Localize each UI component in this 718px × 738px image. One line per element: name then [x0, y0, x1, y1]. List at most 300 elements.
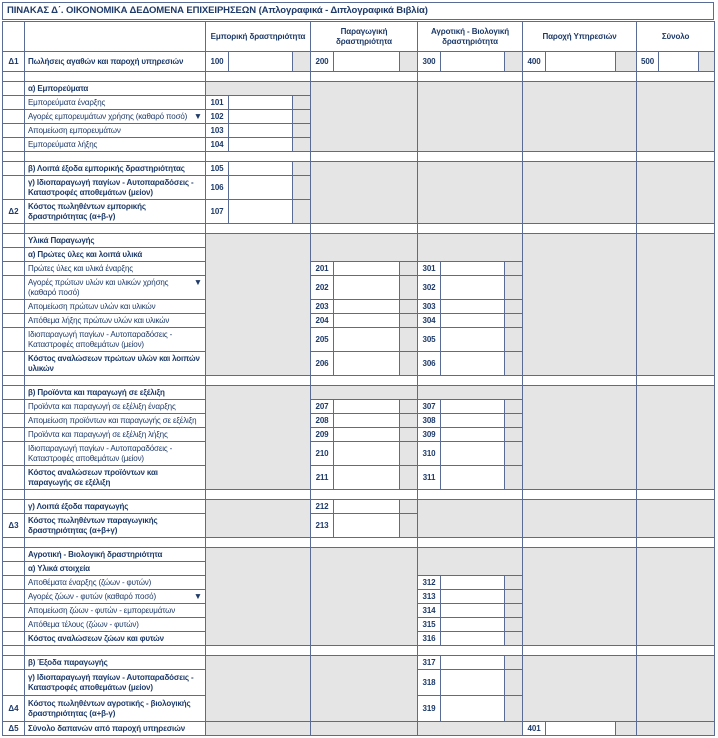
row-label: Απόθεμα τέλους (ζώων - φυτών) — [25, 618, 206, 632]
amount-tail-315 — [505, 618, 523, 632]
spacer-cell — [206, 646, 311, 656]
amount-input-102[interactable] — [229, 110, 293, 124]
row-label: Υλικά Παραγωγής — [25, 234, 206, 248]
disabled-cell — [206, 82, 311, 96]
code-box-101: 101 — [206, 96, 229, 110]
amount-tail-106 — [293, 176, 311, 200]
row-id — [3, 590, 25, 604]
disabled-cell — [311, 386, 418, 400]
code-box-319: 319 — [418, 696, 441, 722]
code-box-207: 207 — [311, 400, 334, 414]
amount-tail-303 — [505, 300, 523, 314]
code-box-500: 500 — [637, 52, 659, 72]
code-box-310: 310 — [418, 442, 441, 466]
amount-input-307[interactable] — [441, 400, 505, 414]
row-id — [3, 234, 25, 248]
row-label: Ιδιοπαραγωγή παγίων - Αυτοπαραδόσεις - Καταστροφές αποθεμάτων (μείον) — [25, 442, 206, 466]
spacer-cell — [311, 538, 418, 548]
spacer-cell — [637, 152, 715, 162]
amount-input-200[interactable] — [334, 52, 400, 72]
row-label: Προϊόντα και παραγωγή σε εξέλιξη λήξης — [25, 428, 206, 442]
amount-input-208[interactable] — [334, 414, 400, 428]
form-row — [3, 722, 715, 736]
row-id — [3, 328, 25, 352]
amount-input-401[interactable] — [546, 722, 616, 736]
spacer-cell — [418, 224, 523, 234]
row-id — [3, 400, 25, 414]
amount-input-312[interactable] — [441, 576, 505, 590]
disabled-cell — [637, 234, 715, 376]
spacer-cell — [311, 646, 418, 656]
amount-tail-104 — [293, 138, 311, 152]
row-id — [3, 110, 25, 124]
code-box-302: 302 — [418, 276, 441, 300]
spacer-cell — [206, 490, 311, 500]
disabled-cell — [206, 386, 311, 490]
code-box-318: 318 — [418, 670, 441, 696]
amount-tail-204 — [400, 314, 418, 328]
amount-input-211[interactable] — [334, 466, 400, 490]
disabled-cell — [206, 234, 311, 376]
code-box-212: 212 — [311, 500, 334, 514]
spacer-cell — [637, 538, 715, 548]
spacer-cell — [418, 646, 523, 656]
row-label: Απομείωση ζώων - φυτών - εμπορευμάτων — [25, 604, 206, 618]
row-label: ▼ Αγορές πρώτων υλών και υλικών χρήσης (καθαρό ποσό) — [25, 276, 206, 300]
amount-tail-306 — [505, 352, 523, 376]
disabled-cell — [637, 500, 715, 538]
spacer-cell — [25, 152, 206, 162]
amount-input-302[interactable] — [441, 276, 505, 300]
disabled-cell — [418, 234, 523, 262]
spacer-cell — [3, 538, 25, 548]
spacer-cell — [311, 152, 418, 162]
code-box-202: 202 — [311, 276, 334, 300]
code-box-316: 316 — [418, 632, 441, 646]
amount-tail-310 — [505, 442, 523, 466]
disabled-cell — [523, 82, 637, 152]
code-box-308: 308 — [418, 414, 441, 428]
row-label: Αγροτική - Βιολογική δραστηριότητα — [25, 548, 206, 562]
code-box-303: 303 — [418, 300, 441, 314]
amount-input-317[interactable] — [441, 656, 505, 670]
amount-input-106[interactable] — [229, 176, 293, 200]
row-label: Σύνολο δαπανών από παροχή υπηρεσιών — [25, 722, 206, 736]
amount-tail-107 — [293, 200, 311, 224]
amount-tail-100 — [293, 52, 311, 72]
column-header-production: Παραγωγική δραστηριότητα — [311, 22, 418, 52]
form-row — [3, 500, 715, 514]
amount-input-500[interactable] — [659, 52, 699, 72]
row-label: α) Πρώτες ύλες και λοιπά υλικά — [25, 248, 206, 262]
amount-tail-300 — [505, 52, 523, 72]
disabled-cell — [311, 656, 418, 722]
column-header-commercial: Εμπορική δραστηριότητα — [206, 22, 311, 52]
form-row — [3, 52, 715, 72]
row-label: α) Εμπορεύματα — [25, 82, 206, 96]
code-box-309: 309 — [418, 428, 441, 442]
dropdown-icon[interactable]: ▼ — [193, 276, 202, 287]
row-label: Κόστος πωληθέντων εμπορικής δραστηριότητας (α+β-γ) — [25, 200, 206, 224]
amount-tail-313 — [505, 590, 523, 604]
amount-input-100[interactable] — [229, 52, 293, 72]
spacer-cell — [25, 490, 206, 500]
amount-input-202[interactable] — [334, 276, 400, 300]
amount-tail-312 — [505, 576, 523, 590]
row-label: Κόστος αναλώσεων πρώτων υλών και λοιπών υλικών — [25, 352, 206, 376]
amount-input-304[interactable] — [441, 314, 505, 328]
row-id — [3, 276, 25, 300]
code-box-401: 401 — [523, 722, 546, 736]
amount-input-104[interactable] — [229, 138, 293, 152]
amount-tail-212 — [400, 500, 418, 514]
spacer-cell — [3, 376, 25, 386]
code-box-209: 209 — [311, 428, 334, 442]
row-label: β) Λοιπά έξοδα εμπορικής δραστηριότητας — [25, 162, 206, 176]
row-label: Κόστος αναλώσεων προϊόντων και παραγωγής σε εξέλιξη — [25, 466, 206, 490]
disabled-cell — [311, 722, 418, 736]
spacer-row — [3, 152, 715, 162]
spacer-cell — [25, 646, 206, 656]
amount-tail-208 — [400, 414, 418, 428]
spacer-cell — [206, 376, 311, 386]
spacer-row — [3, 490, 715, 500]
amount-tail-314 — [505, 604, 523, 618]
row-id — [3, 82, 25, 96]
code-box-106: 106 — [206, 176, 229, 200]
row-id: Δ2 — [3, 200, 25, 224]
row-label: Κόστος αναλώσεων ζώων και φυτών — [25, 632, 206, 646]
column-header-agricultural: Αγροτική - Βιολογική δραστηριότητα — [418, 22, 523, 52]
code-box-312: 312 — [418, 576, 441, 590]
amount-tail-400 — [616, 52, 637, 72]
amount-input-309[interactable] — [441, 428, 505, 442]
amount-tail-211 — [400, 466, 418, 490]
spacer-cell — [523, 376, 637, 386]
amount-input-315[interactable] — [441, 618, 505, 632]
column-header-total: Σύνολο — [637, 22, 715, 52]
row-id — [3, 162, 25, 176]
row-label: Κόστος πωληθέντων παραγωγικής δραστηριότητας (α+β+γ) — [25, 514, 206, 538]
row-id — [3, 670, 25, 696]
amount-input-305[interactable] — [441, 328, 505, 352]
row-id — [3, 500, 25, 514]
amount-tail-301 — [505, 262, 523, 276]
amount-input-308[interactable] — [441, 414, 505, 428]
code-box-105: 105 — [206, 162, 229, 176]
spacer-cell — [418, 490, 523, 500]
form-row — [3, 234, 715, 248]
spacer-cell — [206, 538, 311, 548]
amount-tail-316 — [505, 632, 523, 646]
code-box-213: 213 — [311, 514, 334, 538]
code-box-313: 313 — [418, 590, 441, 604]
amount-input-306[interactable] — [441, 352, 505, 376]
code-box-104: 104 — [206, 138, 229, 152]
code-box-102: 102 — [206, 110, 229, 124]
amount-tail-105 — [293, 162, 311, 176]
header-id-cell — [3, 22, 25, 52]
row-label: Πρώτες ύλες και υλικά έναρξης — [25, 262, 206, 276]
row-id — [3, 656, 25, 670]
spacer-row — [3, 72, 715, 82]
amount-tail-205 — [400, 328, 418, 352]
disabled-cell — [418, 722, 523, 736]
code-box-100: 100 — [206, 52, 229, 72]
spacer-cell — [311, 224, 418, 234]
amount-input-201[interactable] — [334, 262, 400, 276]
row-id: Δ4 — [3, 696, 25, 722]
column-header-services: Παροχή Υπηρεσιών — [523, 22, 637, 52]
amount-tail-304 — [505, 314, 523, 328]
dropdown-icon[interactable]: ▼ — [193, 110, 202, 121]
row-id — [3, 604, 25, 618]
row-label: Προϊόντα και παραγωγή σε εξέλιξη έναρξης — [25, 400, 206, 414]
amount-input-105[interactable] — [229, 162, 293, 176]
amount-tail-102 — [293, 110, 311, 124]
spacer-cell — [25, 376, 206, 386]
spacer-cell — [637, 224, 715, 234]
amount-input-313[interactable] — [441, 590, 505, 604]
code-box-317: 317 — [418, 656, 441, 670]
amount-input-204[interactable] — [334, 314, 400, 328]
code-box-305: 305 — [418, 328, 441, 352]
code-box-306: 306 — [418, 352, 441, 376]
code-box-200: 200 — [311, 52, 334, 72]
spacer-cell — [25, 224, 206, 234]
row-id — [3, 96, 25, 110]
row-id — [3, 548, 25, 562]
code-box-300: 300 — [418, 52, 441, 72]
column-header-row — [3, 22, 715, 52]
amount-input-103[interactable] — [229, 124, 293, 138]
amount-tail-103 — [293, 124, 311, 138]
spacer-cell — [25, 72, 206, 82]
row-label: α) Υλικά στοιχεία — [25, 562, 206, 576]
row-label: Εμπορεύματα έναρξης — [25, 96, 206, 110]
amount-tail-101 — [293, 96, 311, 110]
row-id — [3, 632, 25, 646]
spacer-row — [3, 538, 715, 548]
amount-input-400[interactable] — [546, 52, 616, 72]
row-id — [3, 124, 25, 138]
disabled-cell — [523, 548, 637, 646]
disabled-cell — [523, 500, 637, 538]
row-id — [3, 386, 25, 400]
spacer-cell — [418, 376, 523, 386]
row-id — [3, 618, 25, 632]
spacer-cell — [206, 152, 311, 162]
spacer-cell — [25, 538, 206, 548]
header-label-cell — [25, 22, 206, 52]
code-box-203: 203 — [311, 300, 334, 314]
row-label: Ιδιοπαραγωγή παγίων - Αυτοπαραδόσεις - Καταστροφές αποθεμάτων (μείον) — [25, 328, 206, 352]
row-id — [3, 442, 25, 466]
disabled-cell — [637, 386, 715, 490]
row-label: γ) Ιδιοπαραγωγή παγίων - Αυτοπαραδόσεις - Καταστροφές αποθεμάτων (μείον) — [25, 670, 206, 696]
code-box-206: 206 — [311, 352, 334, 376]
spacer-cell — [418, 152, 523, 162]
dropdown-icon[interactable]: ▼ — [193, 590, 202, 601]
amount-tail-317 — [505, 656, 523, 670]
row-id — [3, 562, 25, 576]
amount-input-311[interactable] — [441, 466, 505, 490]
disabled-cell — [637, 722, 715, 736]
code-box-107: 107 — [206, 200, 229, 224]
amount-tail-210 — [400, 442, 418, 466]
amount-input-300[interactable] — [441, 52, 505, 72]
row-label: Κόστος πωληθέντων αγροτικής - βιολογικής δραστηριότητας (α+β-γ) — [25, 696, 206, 722]
disabled-cell — [418, 548, 523, 576]
amount-tail-200 — [400, 52, 418, 72]
spacer-cell — [523, 490, 637, 500]
row-label: Αποθέματα έναρξης (ζώων - φυτών) — [25, 576, 206, 590]
code-box-210: 210 — [311, 442, 334, 466]
spacer-cell — [523, 72, 637, 82]
amount-tail-305 — [505, 328, 523, 352]
amount-tail-209 — [400, 428, 418, 442]
row-label: Εμπορεύματα λήξης — [25, 138, 206, 152]
form-table — [2, 21, 715, 736]
row-id — [3, 176, 25, 200]
code-box-103: 103 — [206, 124, 229, 138]
row-id — [3, 466, 25, 490]
code-box-201: 201 — [311, 262, 334, 276]
spacer-cell — [311, 72, 418, 82]
disabled-cell — [523, 234, 637, 376]
row-id — [3, 248, 25, 262]
spacer-cell — [3, 646, 25, 656]
spacer-cell — [637, 646, 715, 656]
amount-tail-318 — [505, 670, 523, 696]
code-box-205: 205 — [311, 328, 334, 352]
amount-tail-308 — [505, 414, 523, 428]
code-box-307: 307 — [418, 400, 441, 414]
spacer-cell — [206, 72, 311, 82]
code-box-315: 315 — [418, 618, 441, 632]
code-box-204: 204 — [311, 314, 334, 328]
code-box-400: 400 — [523, 52, 546, 72]
disabled-cell — [418, 500, 523, 538]
row-id — [3, 138, 25, 152]
disabled-cell — [206, 500, 311, 538]
amount-input-206[interactable] — [334, 352, 400, 376]
amount-tail-309 — [505, 428, 523, 442]
amount-tail-203 — [400, 300, 418, 314]
spacer-row — [3, 224, 715, 234]
spacer-cell — [637, 72, 715, 82]
form-row — [3, 82, 715, 96]
spacer-cell — [637, 376, 715, 386]
row-label: Απομείωση εμπορευμάτων — [25, 124, 206, 138]
row-label: γ) Λοιπά έξοδα παραγωγής — [25, 500, 206, 514]
form-row — [3, 656, 715, 670]
row-id: Δ1 — [3, 52, 25, 72]
disabled-cell — [311, 548, 418, 646]
disabled-cell — [418, 162, 523, 224]
code-box-301: 301 — [418, 262, 441, 276]
spacer-cell — [523, 646, 637, 656]
amount-input-213[interactable] — [334, 514, 400, 538]
amount-input-310[interactable] — [441, 442, 505, 466]
amount-input-318[interactable] — [441, 670, 505, 696]
amount-tail-302 — [505, 276, 523, 300]
spacer-cell — [523, 538, 637, 548]
code-box-211: 211 — [311, 466, 334, 490]
row-label: Απομείωση πρώτων υλών και υλικών — [25, 300, 206, 314]
code-box-208: 208 — [311, 414, 334, 428]
disabled-cell — [418, 82, 523, 152]
amount-input-101[interactable] — [229, 96, 293, 110]
disabled-cell — [418, 386, 523, 400]
row-id — [3, 428, 25, 442]
spacer-cell — [311, 376, 418, 386]
amount-input-314[interactable] — [441, 604, 505, 618]
row-label: β) Έξοδα παραγωγής — [25, 656, 206, 670]
amount-input-107[interactable] — [229, 200, 293, 224]
spacer-cell — [637, 490, 715, 500]
disabled-cell — [523, 162, 637, 224]
amount-input-207[interactable] — [334, 400, 400, 414]
form-row — [3, 386, 715, 400]
amount-tail-201 — [400, 262, 418, 276]
row-id — [3, 576, 25, 590]
row-label: ▼ Αγορές ζώων - φυτών (καθαρό ποσό) — [25, 590, 206, 604]
disabled-cell — [311, 234, 418, 262]
amount-tail-207 — [400, 400, 418, 414]
spacer-cell — [418, 72, 523, 82]
amount-input-303[interactable] — [441, 300, 505, 314]
amount-tail-202 — [400, 276, 418, 300]
amount-input-209[interactable] — [334, 428, 400, 442]
spacer-cell — [418, 538, 523, 548]
amount-input-205[interactable] — [334, 328, 400, 352]
code-box-314: 314 — [418, 604, 441, 618]
spacer-cell — [3, 152, 25, 162]
row-label: Απόθεμα λήξης πρώτων υλών και υλικών — [25, 314, 206, 328]
code-box-311: 311 — [418, 466, 441, 490]
amount-tail-311 — [505, 466, 523, 490]
disabled-cell — [637, 82, 715, 152]
amount-input-212[interactable] — [334, 500, 400, 514]
disabled-cell — [206, 722, 311, 736]
disabled-cell — [311, 82, 418, 152]
amount-input-316[interactable] — [441, 632, 505, 646]
form-row — [3, 548, 715, 562]
amount-tail-206 — [400, 352, 418, 376]
amount-input-203[interactable] — [334, 300, 400, 314]
amount-tail-401 — [616, 722, 637, 736]
amount-tail-307 — [505, 400, 523, 414]
form-row — [3, 162, 715, 176]
code-box-304: 304 — [418, 314, 441, 328]
disabled-cell — [523, 386, 637, 490]
row-id: Δ5 — [3, 722, 25, 736]
row-id: Δ3 — [3, 514, 25, 538]
row-label: ▼ Αγορές εμπορευμάτων χρήσης (καθαρό ποσό) — [25, 110, 206, 124]
row-label: Απομείωση προϊόντων και παραγωγής σε εξέλιξη — [25, 414, 206, 428]
row-id — [3, 352, 25, 376]
amount-input-210[interactable] — [334, 442, 400, 466]
amount-input-301[interactable] — [441, 262, 505, 276]
spacer-row — [3, 646, 715, 656]
disabled-cell — [637, 162, 715, 224]
spacer-cell — [523, 152, 637, 162]
spacer-cell — [3, 72, 25, 82]
row-label: Πωλήσεις αγαθών και παροχή υπηρεσιών — [25, 52, 206, 72]
spacer-cell — [206, 224, 311, 234]
row-id — [3, 314, 25, 328]
